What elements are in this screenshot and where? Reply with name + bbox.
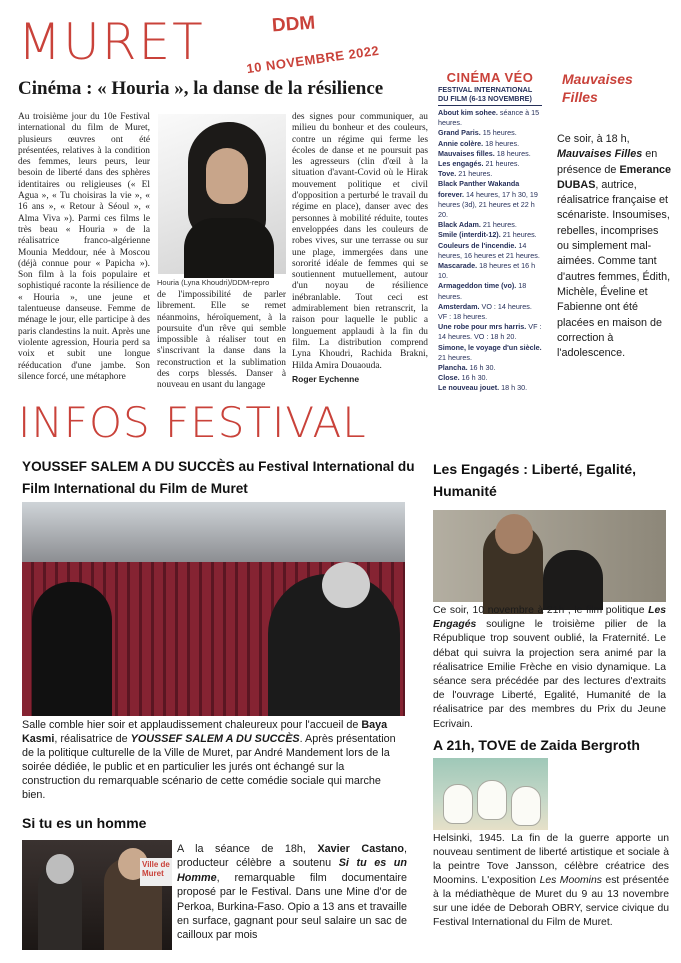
article-title: Cinéma : « Houria », la danse de la résilience: [18, 78, 384, 99]
veo-listing-item: [438, 159, 542, 169]
veo-film-name: Annie colère.: [438, 138, 484, 148]
veo-listing-item: [438, 108, 542, 128]
veo-listing-item: [438, 179, 542, 220]
veo-film-times: 18 h 30.: [501, 383, 528, 393]
veo-film-name: Grand Paris.: [438, 128, 481, 138]
veo-film-name: Plancha.: [438, 363, 468, 373]
veo-film-name: Mascarade.: [438, 261, 478, 271]
veo-film-times: 16 h 30.: [461, 373, 488, 383]
youssef-text: [22, 718, 405, 802]
si-tu-es-un-homme-photo: [22, 840, 172, 950]
tove-expo: Les Moomins: [539, 875, 602, 886]
veo-film-times: 21 heures.: [482, 220, 517, 230]
veo-film-times: 16 h 30.: [469, 363, 496, 373]
veo-film-times: 21 heures.: [438, 352, 472, 362]
veo-film-times: VO : 14 heures. VF : 18 heures.: [438, 301, 532, 322]
veo-film-times: 15 heures.: [482, 128, 517, 138]
veo-film-name: Une robe pour mrs harris.: [438, 322, 527, 332]
tove-text-a: Helsinki, 1945. La fin de la guerre apporte un nouveau sentiment de liberté artistique et sociale à la peintre Tove Jansson, célèbre créatrice des Moomins. L'exposition: [433, 833, 669, 886]
mf-text-c: , autrice, réalisatrice française et scénariste. Insoumises, rebelles, incomprises ou simplement mal-aimées. Comme tant d'autres femmes, Édith, Michèle, Éveline et Fabienne ont été placées en maison de correction à l'adolescence.: [557, 178, 671, 360]
veo-film-name: Simone, le voyage d'un siècle.: [438, 342, 542, 352]
tove-text-b: est présentée à la médiathèque de Muret du 9 au 13 novembre sur une idée de Deborah OBRY, service civique du Festival International du Film de Muret.: [433, 875, 669, 928]
veo-film-name: Smile (interdit-12).: [438, 230, 501, 240]
veo-listing-item: [438, 343, 542, 363]
article-column-3: [292, 112, 428, 384]
veo-film-name: About kim sohee.: [438, 108, 498, 117]
siun-text-c: , remarquable film documentaire proposé par le Festival. Dans une Mine d'or de Perkoa, Burkina-Faso. Opio a 13 ans et travaille en surface, gagnant pour seul salaire un sac de cailloux par mois: [177, 871, 407, 942]
youssef-text-a: Salle comble hier soir et applaudissement chaleureux pour l'accueil de: [22, 719, 362, 731]
veo-listing-item: [438, 383, 542, 393]
veo-listing-item: [438, 230, 542, 240]
youssef-name: Baya Kasmi: [22, 719, 388, 745]
veo-film-name: Amsterdam.: [438, 301, 480, 311]
veo-listing-item: [438, 281, 542, 301]
veo-film-times: 14 heures, 17 h 30, 19 heures (3d), 21 heures et 22 h 20.: [438, 189, 538, 220]
article-column-2: [157, 290, 286, 391]
siun-name: Xavier Castano: [317, 843, 404, 855]
veo-film-times: 18 heures.: [438, 281, 527, 301]
mf-film: Mauvaises Filles: [557, 148, 643, 161]
mf-text-a: Ce soir, à 18 h,: [557, 133, 630, 145]
veo-film-times: 18 heures.: [485, 138, 520, 148]
veo-film-times: 21 heures.: [502, 230, 537, 240]
youssef-title-bold: YOUSSEF SALEM A DU SUCCÈS: [22, 459, 235, 474]
tove-text: [433, 832, 669, 930]
les-engages-title: Les Engagés : Liberté, Egalité, Humanité: [433, 461, 637, 499]
si-tu-es-un-homme-title: Si tu es un homme: [22, 815, 147, 831]
veo-listing-item: [438, 322, 542, 342]
veo-film-name: Black Adam.: [438, 220, 481, 230]
veo-list: [438, 108, 542, 394]
veo-film-times: 18 heures et 16 h 10.: [438, 261, 536, 281]
veo-listing-item: [438, 169, 542, 179]
siun-text-a: A la séance de 18h,: [177, 843, 318, 855]
eng-text-b: souligne le troisième pilier de la République trop souvent oublié, la Fraternité. Le débat qui suivra la projection sera animé par la réalisatrice Emilie Frèche en visio dynamique. La séance sera précédée par des lectures d'extraits de l'ouvrage Liberté, Egalité, Humanité de la réalisatrice par des membres du Prix du Jeune Ecrivain.: [433, 619, 666, 730]
veo-listing-item: [438, 139, 542, 149]
veo-film-name: Armageddon time (vo).: [438, 281, 517, 291]
masthead-title: MURET: [18, 13, 205, 71]
mf-text-b: en présence de: [557, 148, 658, 176]
veo-film-times: 18 heures.: [496, 148, 531, 158]
siun-text-b: , producteur célèbre a soutenu: [177, 843, 407, 870]
infos-festival-heading: INFOS FESTIVAL: [18, 398, 367, 447]
article-col3-text: des signes pour communiquer, au milieu du bonheur et des couleurs, contre un régime qui ferme les écoles de danse et ne poursuit pas les agresseurs (clin d'œil à la situation d'avant-Covid où le Hirak mouvement politique et civil d'opposition a perturbé le travail du régime en place), danser avec des personnes à mobilité réduite, toutes enveloppées dans les couleurs de robes vives, sur une terrasse ou sur une plage, immergées dans une sororité idéale de femmes qui se soutiennent mutuellement, autour d'un noyau de résilience inébranlable. Tout ceci est admirablement bien retranscrit, la raison pour laquelle le public a longuement applaudi à la fin du film. La distribution comprend Lyna Khoudri, Rachida Brakni, Hilda Amira Douaouda.: [292, 112, 428, 371]
mauvaises-filles-title: Mauvaises Filles: [562, 71, 633, 105]
article-col2-text: de l'impossibilité de parler librement. Elle se remet néanmoins, héroïquement, à la poursuite d'un rêve qui semble impossible à réaliser tout en s'inscrivant la danse dans la reconstruction et la sublimation des corps blessés. Danser à nouveau en usant du langage: [157, 290, 286, 391]
ddm-stamp: DDM: [271, 12, 316, 37]
youssef-title-rest: au Festival International du Film International du Film de Muret: [22, 459, 415, 496]
eng-film: Les Engagés: [433, 605, 666, 631]
veo-film-times: 21 heures.: [485, 159, 520, 169]
veo-film-name: Le nouveau jouet.: [438, 383, 500, 393]
veo-film-name: Mauvaises filles.: [438, 148, 495, 158]
article-col1-text: Au troisième jour du 10e Festival international du film de Muret, plusieurs œuvres ont été présentées, relatives à la condition des femmes, leurs peurs, leur besoin de liberté dans des sphères identitaires ou religieuses (« El Agua », « Tu choisiras la vie », « 16 ans », « Retour à Séoul », « Alma Viva »). Parmi ces films le très beau « Houria » de la réalisatrice franco-algérienne Mounia Meddour, née à Moscou (déjà connue pour « Papicha »). Son film à la fois populaire et sophistiqué raconte la résilience de « Houria », une jeune et talentueuse danseuse. Femme de ménage le jour, elle participe à des paris clandestins la nuit. Après une violente agression, Houria perd sa voix et subit une longue rééducation d'une jambe. Son silence forcé, une métaphore: [18, 112, 150, 382]
tove-title: A 21h, TOVE de Zaida Bergroth: [433, 737, 640, 753]
veo-listing-item: [438, 241, 542, 261]
veo-film-name: Black Panther Wakanda forever.: [438, 179, 520, 199]
youssef-text-b: , réalisatrice de: [54, 733, 131, 745]
veo-film-times: 21 heures.: [458, 169, 493, 179]
si-tu-es-un-homme-text: [177, 842, 407, 943]
les-engages-text: [433, 604, 666, 732]
eng-text-a: Ce soir, 10 novembre à 21h , le film politique: [433, 605, 649, 616]
veo-film-times: VF : 14 heures. VO : 18 h 20.: [438, 322, 542, 342]
veo-listing-item: [438, 302, 542, 322]
veo-film-name: Close.: [438, 373, 460, 383]
veo-film-name: Tove.: [438, 169, 457, 179]
houria-photo: [158, 114, 286, 274]
veo-subtitle: FESTIVAL INTERNATIONAL DU FILM (6-13 NOVEMBRE): [438, 85, 542, 106]
veo-film-times: séance à 15 heures.: [438, 108, 540, 128]
mf-guest: Emerance DUBAS: [557, 163, 672, 191]
moomins-photo: [433, 758, 548, 830]
date-stamp: 10 NOVEMBRE 2022: [245, 42, 381, 77]
veo-listing-item: [438, 261, 542, 281]
article-column-1: [18, 112, 150, 382]
veo-listing-item: [438, 220, 542, 230]
veo-film-times: 14 heures, 16 heures et 21 heures.: [438, 240, 540, 260]
photo-caption: Houria (Lyna Khoudri)/DDM-repro: [157, 278, 270, 287]
cinema-audience-photo: [22, 502, 405, 716]
veo-film-name: Les engagés.: [438, 159, 484, 169]
veo-listing-item: [438, 128, 542, 138]
cinema-veo-listing: [438, 70, 542, 393]
veo-listing-item: [438, 149, 542, 159]
veo-listing-item: [438, 373, 542, 383]
youssef-film: YOUSSEF SALEM A DU SUCCÈS: [130, 733, 300, 745]
veo-title: CINÉMA VÉO: [446, 70, 534, 85]
ville-de-muret-sign: Ville de Muret: [140, 858, 172, 886]
article-byline: Roger Eychenne: [292, 373, 360, 384]
veo-listing-item: [438, 363, 542, 373]
youssef-title: [22, 456, 426, 500]
siun-film: Si tu es un Homme: [177, 857, 407, 884]
youssef-text-c: . Après présentation de la politique culturelle de la Ville de Muret, par André Mandement lors de la soirée dédiée, le public et en particulier les jurés ont échangé sur la construction du remarquable scénario de cette comédie sociale qui marche bien.: [22, 733, 396, 801]
veo-film-name: Couleurs de l'incendie.: [438, 240, 517, 250]
mauvaises-filles-text: [557, 132, 673, 361]
les-engages-photo: [433, 510, 666, 602]
